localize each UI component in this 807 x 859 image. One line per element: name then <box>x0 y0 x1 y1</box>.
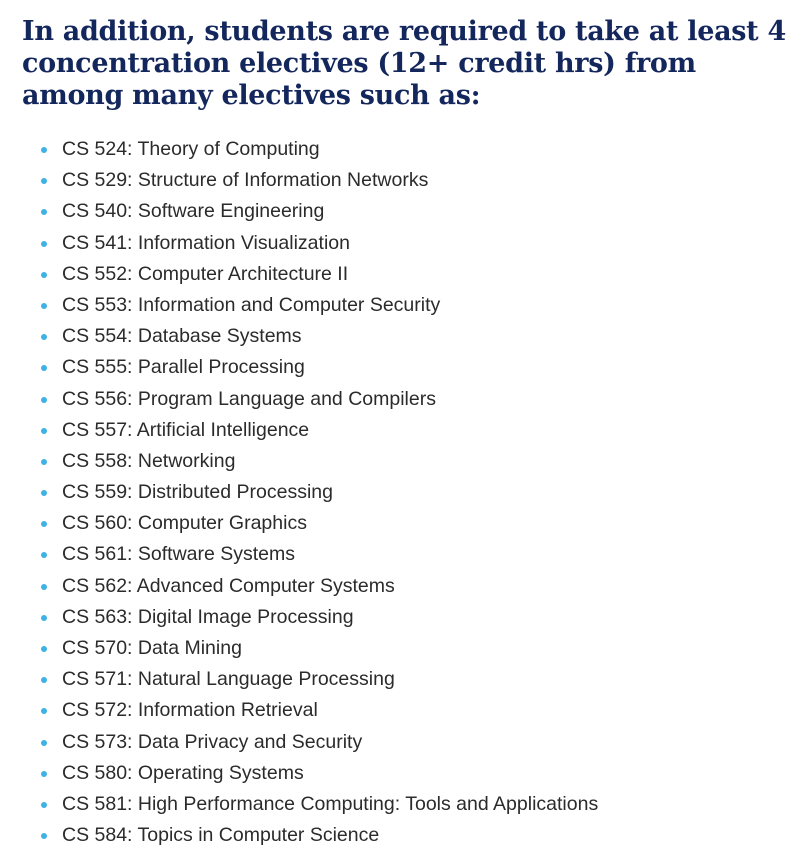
course-list-item <box>22 477 797 508</box>
bullet-icon <box>41 241 47 247</box>
course-label: CS 570: Data Mining <box>62 637 242 659</box>
bullet-icon <box>41 397 47 403</box>
bullet-icon <box>41 334 47 340</box>
course-list-item <box>22 508 797 539</box>
course-label: CS 559: Distributed Processing <box>62 481 333 504</box>
course-label: CS 584: Topics in Computer Science <box>62 824 380 847</box>
course-list-item <box>22 259 797 290</box>
bullet-icon <box>41 771 47 777</box>
course-list-item <box>22 290 797 321</box>
course-list-item <box>22 228 797 259</box>
course-list-item <box>22 820 797 851</box>
bullet-icon <box>41 428 47 434</box>
bullet-icon <box>41 646 47 652</box>
course-label: CS 562: Advanced Computer Systems <box>62 574 395 597</box>
course-list-item <box>22 789 797 820</box>
course-label: CS 556: Program Language and Compilers <box>62 387 436 410</box>
course-list-item <box>22 695 797 726</box>
section-heading: In addition, students are required to take at least 4 concentration electives (12+ credit hrs) from among many electives such as: <box>22 16 786 111</box>
bullet-icon <box>41 833 47 839</box>
course-list-item <box>22 321 797 352</box>
course-label: CS 560: Computer Graphics <box>62 512 307 535</box>
electives-section <box>22 16 797 851</box>
course-label: CS 572: Information Retrieval <box>62 699 318 722</box>
course-label: CS 571: Natural Language Processing <box>62 668 395 691</box>
bullet-icon <box>41 178 47 184</box>
course-list-item <box>22 415 797 446</box>
bullet-icon <box>41 272 47 278</box>
course-list-item <box>22 134 797 165</box>
bullet-icon <box>41 521 47 527</box>
bullet-icon <box>41 802 47 808</box>
course-label: CS 541: Information Visualization <box>62 231 350 254</box>
course-list-item <box>22 727 797 758</box>
course-label: CS 558: Networking <box>62 449 236 472</box>
course-label: CS 563: Digital Image Processing <box>62 605 354 628</box>
course-list-item <box>22 446 797 477</box>
course-label: CS 529: Structure of Information Networks <box>62 169 429 192</box>
bullet-icon <box>41 708 47 714</box>
course-label: CS 555: Parallel Processing <box>62 356 305 379</box>
course-list <box>22 134 797 851</box>
bullet-icon <box>41 740 47 746</box>
course-label: CS 580: Operating Systems <box>62 761 304 784</box>
bullet-icon <box>41 552 47 558</box>
course-list-item <box>22 602 797 633</box>
course-label: CS 554: Database Systems <box>62 325 302 348</box>
bullet-icon <box>41 459 47 465</box>
course-list-item <box>22 539 797 570</box>
bullet-icon <box>41 303 47 309</box>
course-list-item <box>22 165 797 196</box>
bullet-icon <box>41 147 47 153</box>
course-label: CS 581: High Performance Computing: Tools and Applications <box>62 792 599 815</box>
bullet-icon <box>41 584 47 590</box>
bullet-icon <box>41 209 47 215</box>
course-list-item <box>22 633 797 664</box>
course-label: CS 561: Software Systems <box>62 543 296 566</box>
course-label: CS 552: Computer Architecture II <box>62 262 349 285</box>
bullet-icon <box>41 365 47 371</box>
course-list-item <box>22 664 797 695</box>
course-list-item <box>22 384 797 415</box>
course-label: CS 557: Artificial Intelligence <box>62 418 310 441</box>
bullet-icon <box>41 490 47 496</box>
course-label: CS 573: Data Privacy and Security <box>62 730 363 753</box>
course-label: CS 524: Theory of Computing <box>62 138 320 160</box>
course-list-item <box>22 571 797 602</box>
bullet-icon <box>41 615 47 621</box>
course-list-item <box>22 352 797 383</box>
course-label: CS 540: Software Engineering <box>62 200 325 223</box>
bullet-icon <box>41 677 47 683</box>
course-list-item <box>22 196 797 227</box>
course-list-item <box>22 758 797 789</box>
course-label: CS 553: Information and Computer Security <box>62 293 441 316</box>
